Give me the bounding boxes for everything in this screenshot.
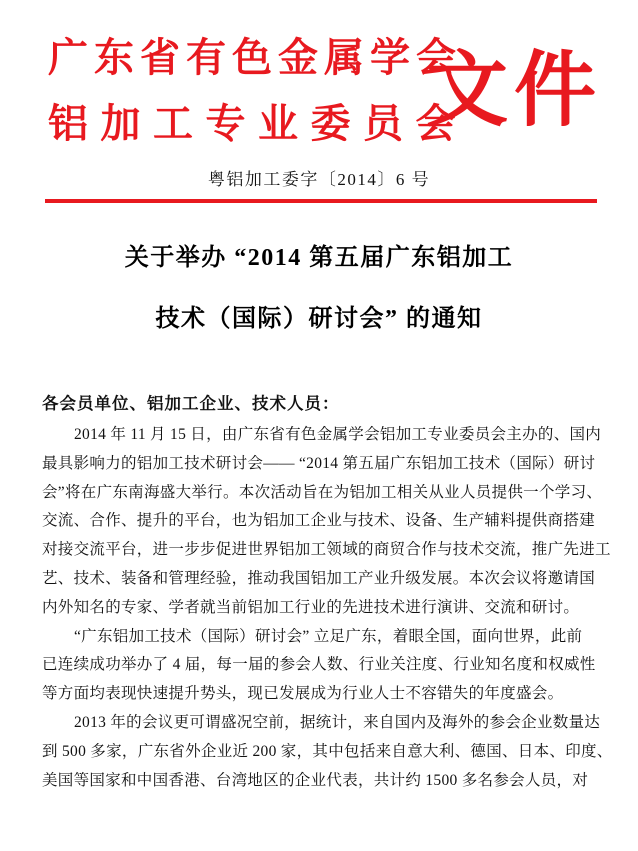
- body-line: 艺、技术、装备和管理经验，推动我国铝加工产业升级发展。本次会议将邀请国: [42, 569, 596, 587]
- notice-title-line1: 关于举办 “2014 第五届广东铝加工: [124, 245, 514, 271]
- org-name-line2: 铝加工专业委员会: [48, 101, 468, 146]
- document-type-mark: 文件: [426, 45, 603, 136]
- letterhead-org-name: [48, 25, 468, 157]
- body-line: 等方面均表现快速提升势头，现已发展成为行业人士不容错失的年度盛会。: [42, 685, 564, 703]
- notice-title-line2: 技术（国际）研讨会” 的通知: [155, 306, 483, 332]
- body-line: 美国等国家和中国香港、台湾地区的企业代表，共计约 1500 多名参会人员，对: [42, 771, 589, 789]
- body-line: 内外知名的专家、学者就当前铝加工行业的先进技术进行演讲、交流和研讨。: [42, 598, 580, 616]
- body-line: “广东铝加工技术（国际）研讨会” 立足广东，着眼全国，面向世界，此前: [74, 627, 583, 645]
- paragraph-2: [42, 623, 598, 709]
- body-line: 到 500 多家，广东省外企业近 200 家，其中包括来自意大利、德国、日本、印度、: [42, 742, 613, 760]
- body-text: [42, 421, 613, 795]
- body-line: 最具影响力的铝加工技术研讨会—— “2014 第五届广东铝加工技术（国际）研讨: [42, 454, 596, 472]
- body-line: 已连续成功举办了 4 届，每一届的参会人数、行业关注度、行业知名度和权威性: [42, 656, 596, 674]
- document-number: 粤铝加工委字〔2014〕6 号: [207, 170, 431, 189]
- paragraph-3: [42, 709, 613, 795]
- org-name-line1: 广东省有色金属学会: [48, 35, 462, 80]
- body-line: 交流、合作、提升的平台，也为铝加工企业与技术、设备、生产辅料提供商搭建: [42, 512, 596, 530]
- red-divider-line: [45, 199, 597, 203]
- salutation: 各会员单位、铝加工企业、技术人员：: [42, 395, 340, 413]
- body-line: 会”将在广东南海盛大举行。本次活动旨在为铝加工相关从业人员提供一个学习、: [42, 483, 603, 501]
- body-line: 对接交流平台，进一步步促进世界铝加工领域的商贸合作与技术交流，推广先进工: [42, 541, 611, 559]
- body-line: 2014 年 11 月 15 日，由广东省有色金属学会铝加工专业委员会主办的、国内: [74, 426, 602, 443]
- body-line: 2013 年的会议更可谓盛况空前，据统计，来自国内及海外的参会企业数量达: [74, 713, 601, 731]
- paragraph-1: [42, 421, 611, 623]
